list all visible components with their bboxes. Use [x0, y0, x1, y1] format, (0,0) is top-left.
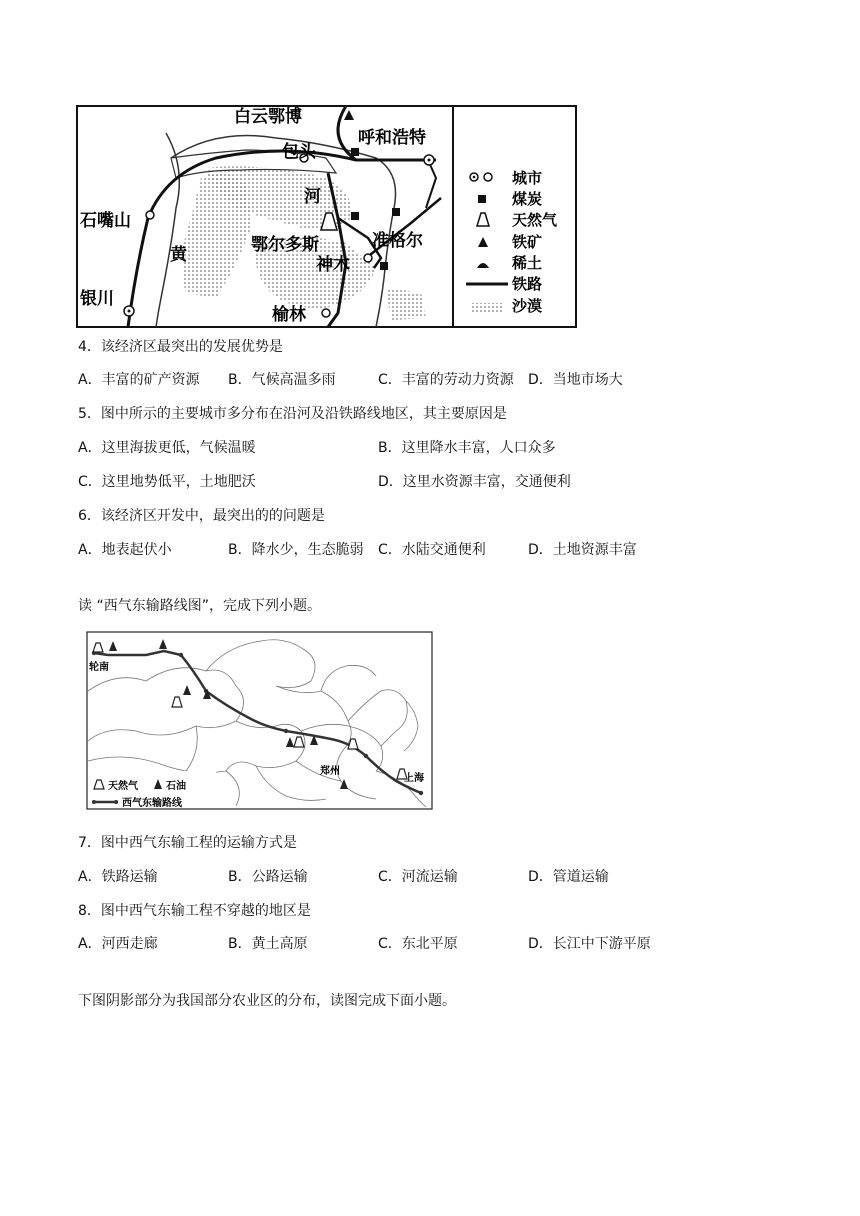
label-he: 河 [304, 187, 321, 207]
question-5-stem: 5．图中所示的主要城市多分布在沿河及沿铁路线地区，其主要原因是 [78, 406, 507, 422]
section-intro-agriculture: 下图阴影部分为我国部分农业区的分布，读图完成下面小题。 [78, 993, 456, 1009]
q5-option-d[interactable]: D．这里水资源丰富，交通便利 [378, 474, 571, 490]
label-yinchuan: 银川 [80, 289, 114, 309]
label-eerduosi: 鄂尔多斯 [251, 235, 319, 255]
label-zhengzhou: 郑州 [320, 766, 340, 777]
q4-option-a[interactable]: A．丰富的矿产资源 [78, 372, 200, 388]
q7-option-c[interactable]: C．河流运输 [378, 869, 458, 885]
coal-icon [478, 195, 486, 203]
q6-option-c[interactable]: C．水陆交通便利 [378, 542, 486, 558]
city-shenmu [364, 254, 372, 262]
west-east-gas-pipeline-map [86, 631, 434, 811]
q7-option-b[interactable]: B．公路运输 [228, 869, 308, 885]
desert-legend-icon [472, 303, 502, 313]
q5-option-b[interactable]: B．这里降水丰富，人口众多 [378, 440, 556, 456]
coal-icon [380, 262, 388, 270]
label-baotou: 包头 [282, 142, 316, 162]
q6-option-d[interactable]: D．土地资源丰富 [528, 542, 637, 558]
q4-option-c[interactable]: C．丰富的劳动力资源 [378, 372, 514, 388]
coal-icon [351, 212, 359, 220]
q8-option-d[interactable]: D．长江中下游平原 [528, 936, 651, 952]
q8-option-c[interactable]: C．东北平原 [378, 936, 458, 952]
svg-text:西气东输路线: 西气东输路线 [122, 798, 182, 809]
svg-text:石油: 石油 [166, 781, 186, 792]
label-lunnan: 轮南 [89, 662, 109, 673]
question-7-stem: 7．图中西气东输工程的运输方式是 [78, 835, 297, 851]
label-baiyunebo: 白云鄂博 [234, 107, 302, 127]
label-shizuishan: 石嘴山 [80, 211, 131, 231]
city-yulin [322, 309, 330, 317]
map-legend [88, 771, 216, 809]
question-6-stem: 6．该经济区开发中，最突出的的问题是 [78, 508, 325, 524]
section-intro-gas-pipeline: 读 “西气东输路线图”，完成下列小题。 [78, 598, 321, 614]
svg-text:天然气: 天然气 [108, 781, 138, 792]
svg-text:沙漠: 沙漠 [512, 297, 543, 315]
q6-option-a[interactable]: A．地表起伏小 [78, 542, 172, 558]
q8-option-a[interactable]: A．河西走廊 [78, 936, 158, 952]
question-8-stem: 8．图中西气东输工程不穿越的地区是 [78, 903, 311, 919]
city-shizuishan [146, 211, 154, 219]
svg-text:煤炭: 煤炭 [512, 190, 543, 208]
label-shenmu: 神木 [316, 255, 350, 275]
q4-option-d[interactable]: D．当地市场大 [528, 372, 623, 388]
q7-option-d[interactable]: D．管道运输 [528, 869, 609, 885]
energy-region-map [76, 98, 578, 330]
svg-text:天然气: 天然气 [512, 211, 558, 229]
coal-icon [392, 208, 400, 216]
svg-text:稀土: 稀土 [512, 254, 543, 272]
q5-option-c[interactable]: C．这里地势低平，土地肥沃 [78, 474, 256, 490]
coal-icon [351, 148, 359, 156]
label-huang: 黄 [170, 245, 187, 265]
label-zhungeer: 准格尔 [372, 231, 423, 251]
question-4-stem: 4．该经济区最突出的发展优势是 [78, 339, 283, 355]
q5-option-a[interactable]: A．这里海拔更低，气候温暖 [78, 440, 256, 456]
svg-text:城市: 城市 [512, 169, 543, 187]
q4-option-b[interactable]: B．气候高温多雨 [228, 372, 336, 388]
label-huhehaote: 呼和浩特 [358, 128, 426, 148]
label-shanghai: 上海 [404, 773, 424, 784]
svg-text:铁路: 铁路 [512, 275, 543, 293]
label-yulin: 榆林 [272, 305, 306, 325]
q7-option-a[interactable]: A．铁路运输 [78, 869, 158, 885]
q8-option-b[interactable]: B．黄土高原 [228, 936, 308, 952]
q6-option-b[interactable]: B．降水少，生态脆弱 [228, 542, 364, 558]
svg-text:铁矿: 铁矿 [512, 233, 543, 251]
